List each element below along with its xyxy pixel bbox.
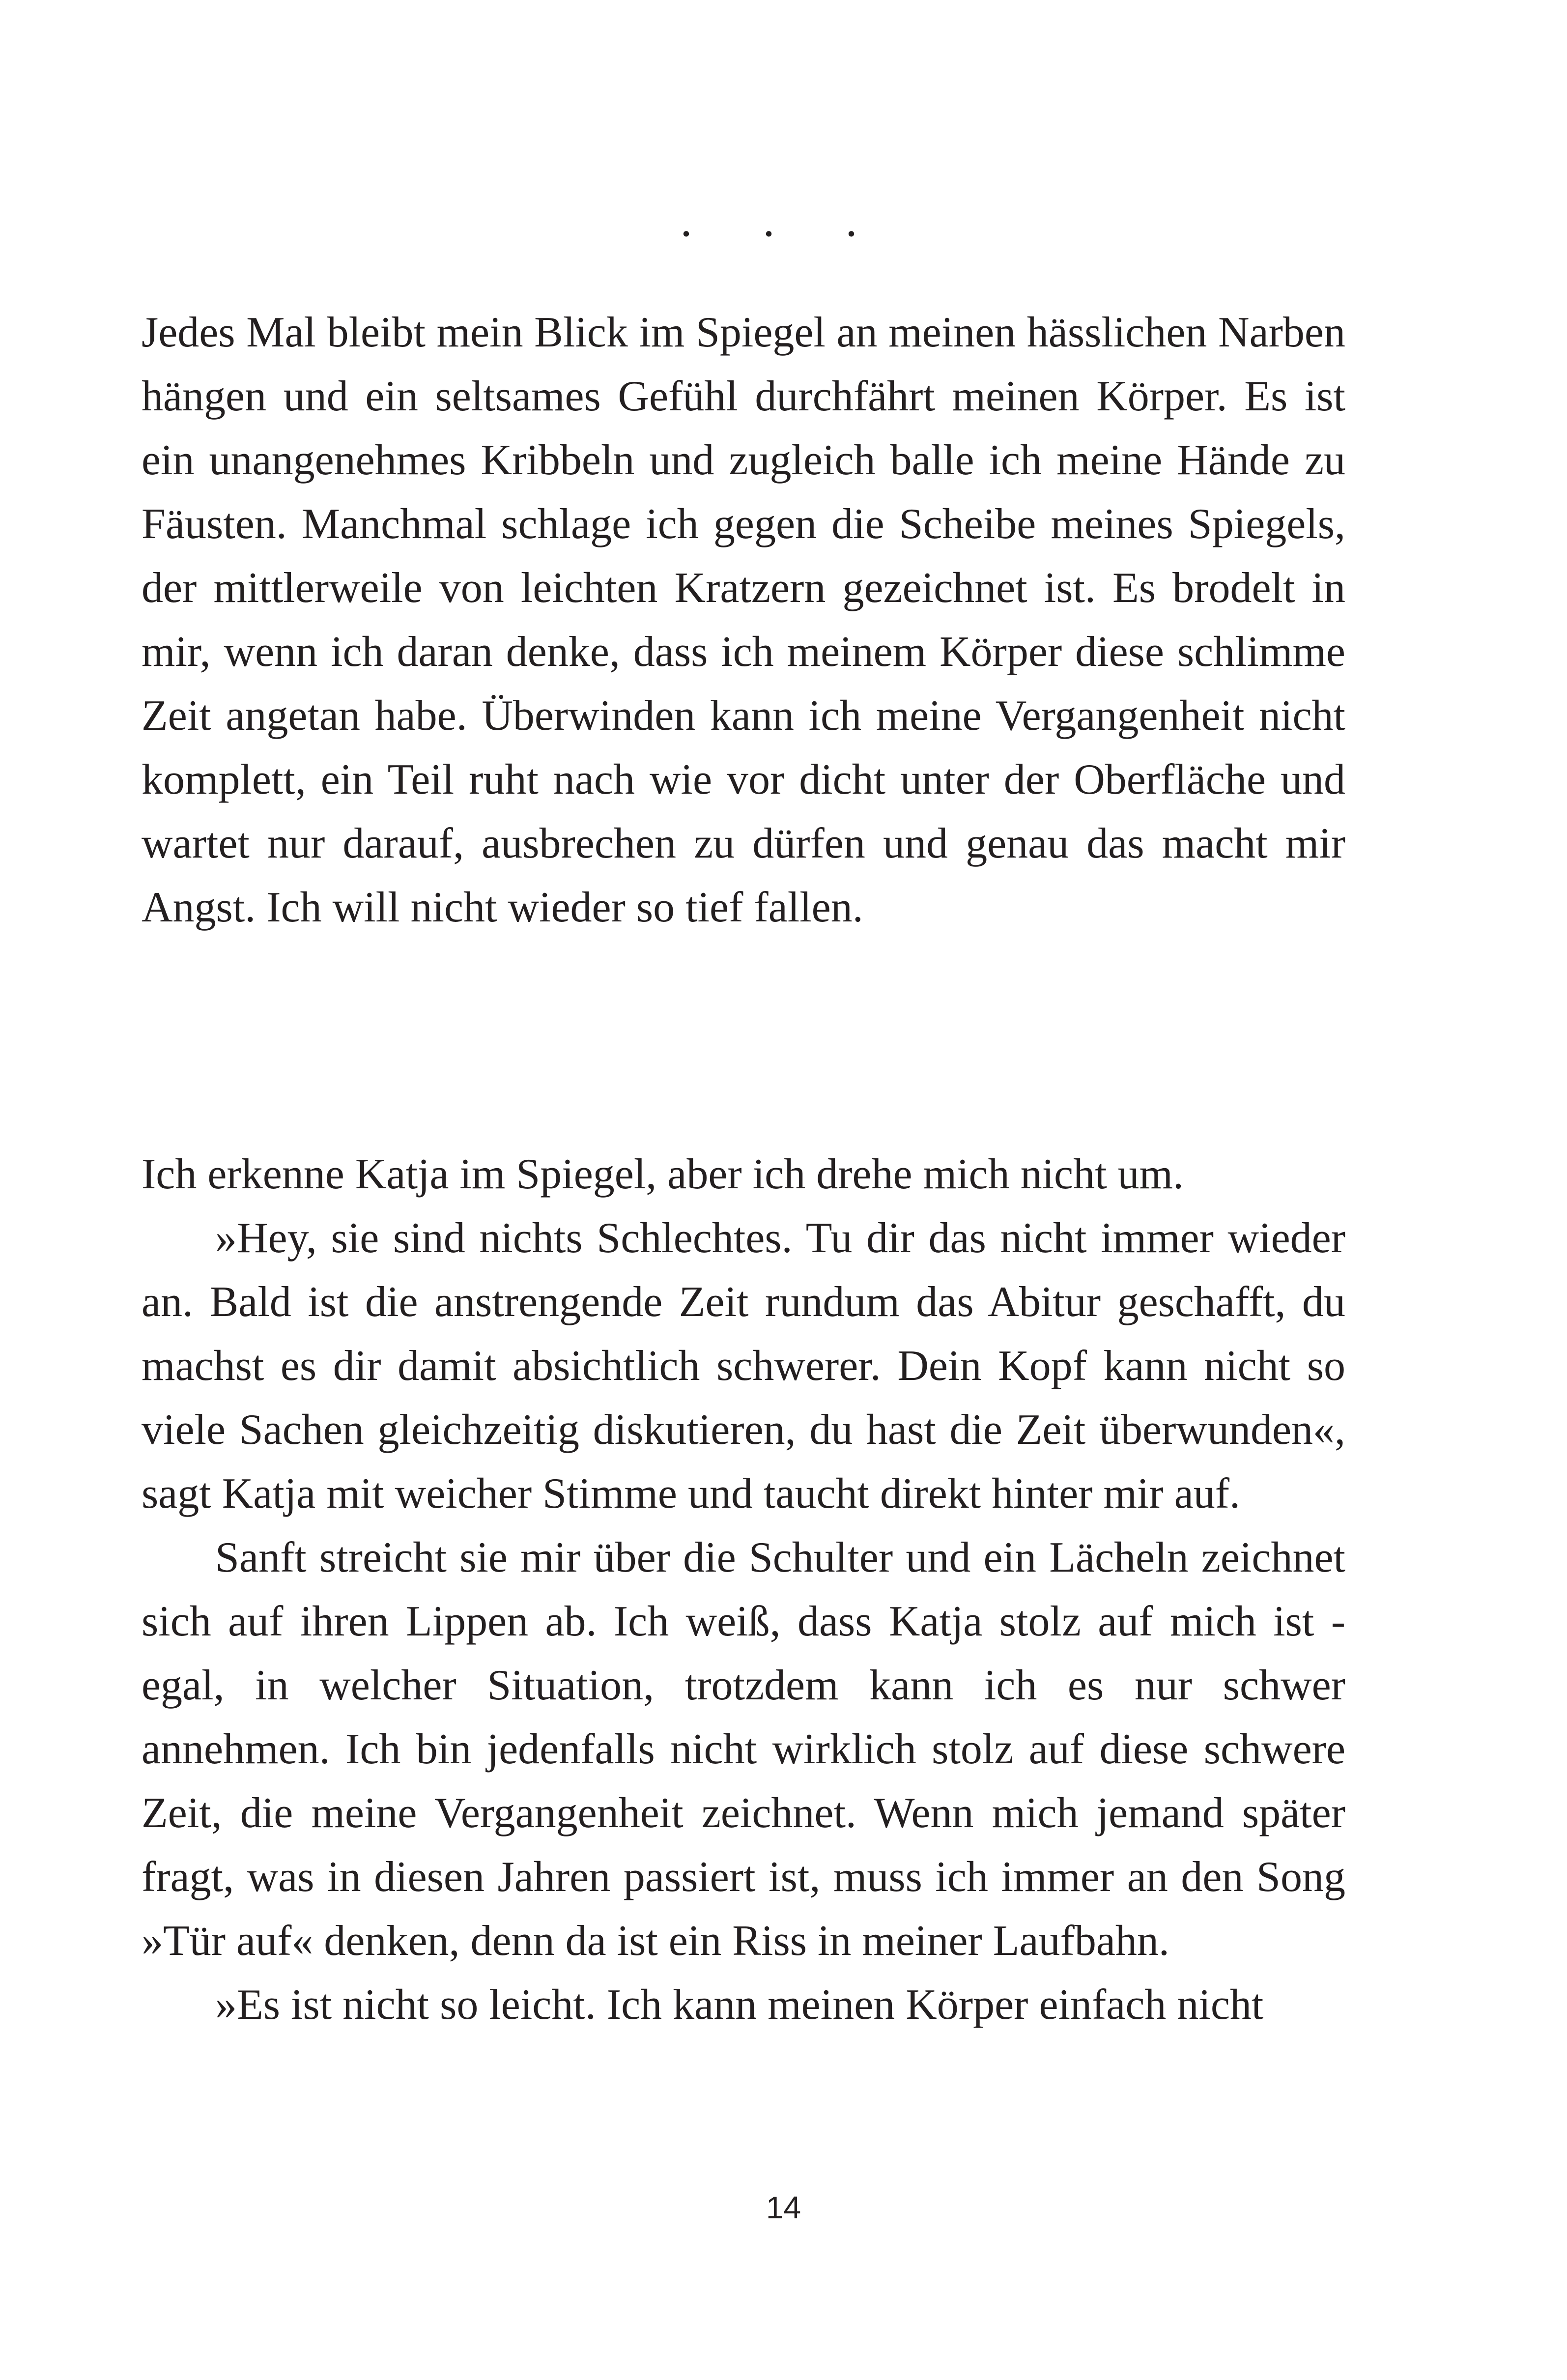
scene-break: . . . [680, 194, 887, 246]
paragraph: Ich erkenne Katja im Spiegel, aber ich drehe mich nicht um. [142, 1150, 1184, 1198]
paragraph: »Hey, sie sind nichts Schlechtes. Tu dir das nicht immer wieder an. Bald ist die anstrengende Zeit rundum das Abitur geschafft, du machst es dir damit absichtlich schwerer. Dein Kopf kann nicht so viele Sachen gleichzeitig diskutieren, du hast die Zeit überwunden«, sagt Katja mit weicher Stimme und taucht direkt hinter mir auf. [142, 1214, 1345, 1518]
text-section-1 [142, 301, 1345, 940]
text-section-2 [142, 1143, 1345, 2037]
paragraph: »Es ist nicht so leicht. Ich kann meinen Körper einfach nicht [215, 1981, 1264, 2029]
page-number: 14 [766, 2190, 801, 2225]
paragraph: Jedes Mal bleibt mein Blick im Spiegel an meinen hässlichen Narben hängen und ein seltsames Gefühl durchfährt meinen Körper. Es ist ein unangenehmes Kribbeln und zugleich balle ich meine Hände zu Fäusten. Manchmal schlage ich gegen die Scheibe meines Spiegels, der mittlerweile von leichten Kratzern gezeichnet ist. Es brodelt in mir, wenn ich daran denke, dass ich meinem Körper diese schlimme Zeit angetan habe. Überwinden kann ich meine Vergangenheit nicht komplett, ein Teil ruht nach wie vor dicht unter der Oberfläche und wartet nur darauf, ausbrechen zu dürfen und genau das macht mir Angst. Ich will nicht wieder so tief fallen. [142, 309, 1345, 931]
paragraph: Sanft streicht sie mir über die Schulter und ein Lächeln zeichnet sich auf ihren Lippen ab. Ich weiß, dass Katja stolz auf mich ist - egal, in welcher Situation, trotzdem kann ich es nur schwer annehmen. Ich bin jedenfalls nicht wirklich stolz auf diese schwere Zeit, die meine Vergangenheit zeichnet. Wenn mich jemand später fragt, was in diesen Jahren passiert ist, muss ich immer an den Song »Tür auf« denken, denn da ist ein Riss in meiner Laufbahn. [142, 1534, 1345, 1965]
